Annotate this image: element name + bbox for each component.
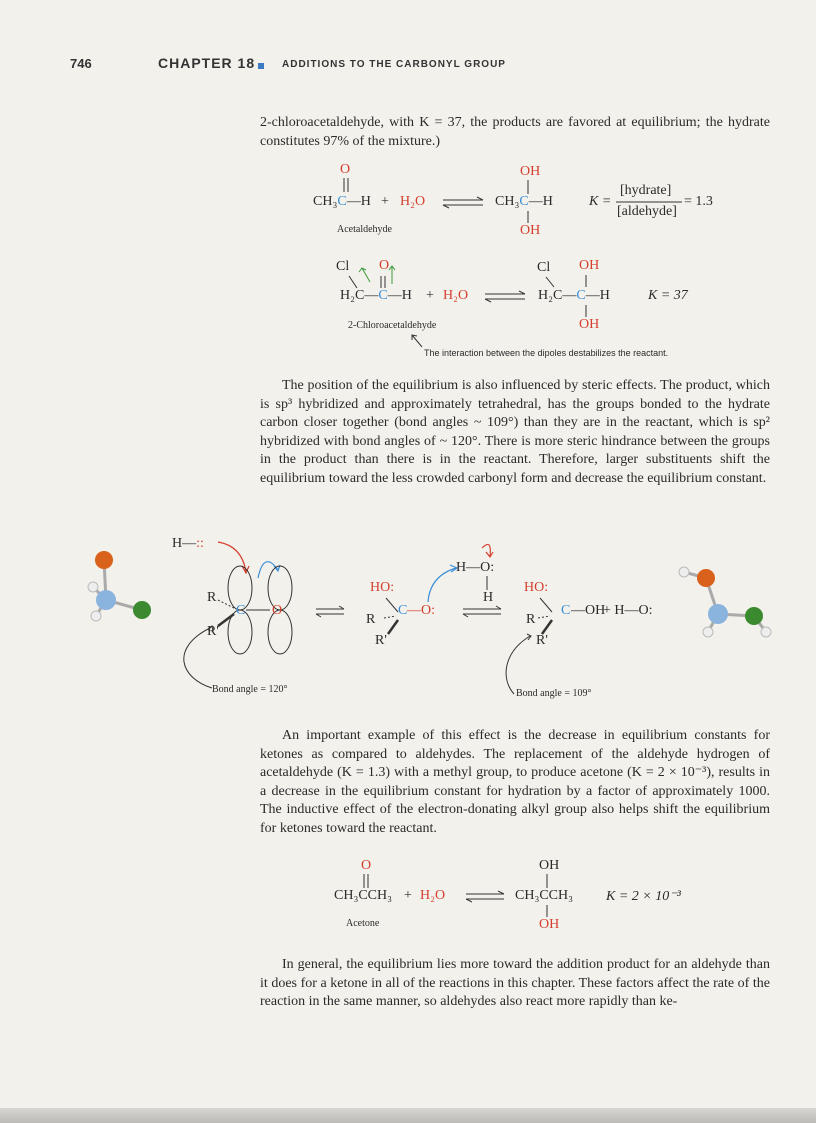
r1-k-label: K = bbox=[589, 194, 612, 209]
r3-plus: + bbox=[404, 888, 412, 903]
r1-carbonyl-o: O bbox=[340, 162, 351, 177]
r1-carbon: C bbox=[337, 194, 347, 209]
mech-water-h: H bbox=[483, 590, 494, 605]
r1-k-value: = 1.3 bbox=[684, 194, 713, 209]
r3-reactant: CH₃CCH₃ bbox=[334, 888, 392, 903]
r1-water: H₂O bbox=[400, 194, 426, 209]
header-square-icon bbox=[258, 63, 264, 69]
r2-plus: + bbox=[426, 288, 434, 303]
trigonal-molecule-model bbox=[86, 550, 156, 630]
mech-eq-arrows-2 bbox=[463, 606, 503, 618]
r3-product: CH₃CCH₃ bbox=[515, 888, 573, 903]
r1-k-numerator: [hydrate] bbox=[620, 183, 672, 198]
mech-product-oh: —OH bbox=[571, 603, 606, 618]
r2-h2c: H₂C bbox=[340, 288, 365, 303]
r2-product-bonds bbox=[540, 275, 590, 289]
r2-carbon: C bbox=[378, 288, 388, 303]
r2-product-oh-bottom: OH bbox=[579, 317, 600, 332]
chapter-label: CHAPTER 18 bbox=[158, 55, 256, 71]
r2-note-arrow bbox=[410, 333, 424, 349]
r2-water: H₂O bbox=[443, 288, 469, 303]
r2-k: K = 37 bbox=[648, 288, 688, 303]
r2-dipole-note: The interaction between the dipoles destabilizes the reactant. bbox=[424, 348, 669, 358]
r2-cl: Cl bbox=[336, 259, 350, 274]
mech-bond-angle-120: Bond angle = 120° bbox=[212, 684, 288, 695]
r3-product-bond-top bbox=[546, 874, 550, 888]
mech-oxygen: O bbox=[272, 603, 283, 618]
r1-product-ch3: CH₃ bbox=[495, 194, 520, 209]
r2-h: —H bbox=[387, 288, 412, 303]
r2-product-cl: Cl bbox=[537, 260, 551, 275]
mech-intermediate-o: —O: bbox=[407, 603, 435, 618]
page-header bbox=[70, 56, 770, 74]
r3-water: H₂O bbox=[420, 888, 446, 903]
r1-h: —H bbox=[346, 194, 371, 209]
paragraph-1: 2-chloroacetaldehyde, with K = 37, the products are favored at equilibrium; the hydrate constitutes 97% of the mixture.) bbox=[260, 115, 770, 149]
mech-intermediate-r-prime: R' bbox=[375, 633, 387, 648]
mech-product-r-prime: R' bbox=[536, 633, 548, 648]
r2-product-carbon: C bbox=[576, 288, 586, 303]
chapter-title: ADDITIONS TO THE CARBONYL GROUP bbox=[282, 59, 506, 70]
r2-product-oh-top: OH bbox=[579, 258, 600, 273]
r1-name: Acetaldehyde bbox=[337, 224, 392, 235]
paragraph-4-text: In general, the equilibrium lies more toward the addition product for an aldehyde than it does for a ketone in all of the reactions in this chapter. These factors affect the rate of the reaction in the same manner, so aldehydes also react more rapidly than ke- bbox=[260, 957, 770, 1010]
mech-intermediate-c: C bbox=[398, 603, 408, 618]
r2-bonds-and-dipoles bbox=[340, 260, 400, 290]
mech-intermediate-r: R bbox=[366, 612, 376, 627]
r1-product-h: —H bbox=[528, 194, 553, 209]
r1-product-carbon: C bbox=[519, 194, 529, 209]
paragraph-3-text: An important example of this effect is the decrease in equilibrium constants for ketones as compared to aldehydes. The replacement of the aldehyde hydrogen of acetaldehyde (K = 1.3) with a methyl group, to produce acetone (K = 2 × 10⁻³), results in a decrease in the equilibrium constant for hydration by a factor of approximately 1000. The inductive effect of the electron-donating alkyl group also helps shift the equilibrium for ketones toward the reactant. bbox=[260, 728, 770, 836]
r1-equilibrium-arrows bbox=[443, 196, 485, 210]
mech-reactant-orbitals bbox=[150, 528, 310, 658]
tetrahedral-molecule-model bbox=[678, 566, 774, 642]
mech-product-hydroxide: + H—O: bbox=[603, 603, 653, 618]
r3-product-oh-top: OH bbox=[539, 858, 560, 873]
paragraph-2 bbox=[260, 377, 770, 489]
mech-product-c: C bbox=[561, 603, 571, 618]
r1-product-oh-top: OH bbox=[520, 164, 541, 179]
mech-water: H—O: bbox=[456, 560, 495, 575]
mech-product-ho: HO: bbox=[524, 580, 549, 595]
mech-hydroxide: H—:: bbox=[172, 536, 204, 551]
r3-product-oh-bottom: OH bbox=[539, 917, 560, 932]
r2-product-bond-bottom bbox=[585, 305, 589, 317]
mech-r-prime: R' bbox=[207, 624, 219, 639]
r3-equilibrium-arrows bbox=[466, 890, 506, 904]
r1-plus: + bbox=[381, 194, 389, 209]
r3-k: K = 2 × 10⁻³ bbox=[606, 889, 681, 904]
r2-product-h: —H bbox=[585, 288, 610, 303]
r3-product-bond-bottom bbox=[546, 905, 550, 917]
r2-o: O bbox=[379, 258, 390, 273]
mech-eq-arrows-1 bbox=[316, 606, 346, 618]
r1-product-bond-bottom bbox=[527, 211, 531, 223]
mech-r: R bbox=[207, 590, 217, 605]
r1-product-oh-bottom: OH bbox=[520, 223, 541, 238]
r3-carbonyl-o: O bbox=[361, 858, 372, 873]
r2-product-h2c: H₂C bbox=[538, 288, 563, 303]
r1-k-denominator: [aldehyde] bbox=[617, 204, 677, 219]
paragraph-2-text: The position of the equilibrium is also influenced by steric effects. The product, which is sp³ hybridized and approximately tetrahedral, has the groups bonded to the hydrate carbon closer together (bond angles ~ 109°) than they are in the reactant, which is sp² hybridized with bond angles of ~ 120°. There is more steric hindrance between the groups in the product than there is in the reactant. Therefore, larger substituents shift the equilibrium toward the less crowded carbonyl form and decrease the equilibrium constant. bbox=[260, 378, 770, 486]
r2-name: 2-Chloroacetaldehyde bbox=[348, 320, 437, 331]
mech-bond-angle-109: Bond angle = 109° bbox=[516, 688, 592, 699]
page-number: 746 bbox=[70, 56, 92, 71]
r3-double-bond bbox=[362, 874, 372, 888]
paragraph-4 bbox=[260, 956, 770, 1012]
r1-product-bond-top bbox=[527, 180, 531, 194]
paragraph-3 bbox=[260, 727, 770, 839]
mech-product-r: R bbox=[526, 612, 536, 627]
page-bottom-edge bbox=[0, 1108, 816, 1123]
mech-intermediate-ho: HO: bbox=[370, 580, 395, 595]
r1-ch3: CH₃ bbox=[313, 194, 338, 209]
r3-name: Acetone bbox=[346, 918, 380, 929]
r1-fraction-bar bbox=[616, 201, 684, 203]
mech-carbon: C bbox=[236, 603, 246, 618]
r2-equilibrium-arrows bbox=[485, 290, 527, 304]
r1-double-bond bbox=[342, 178, 352, 192]
